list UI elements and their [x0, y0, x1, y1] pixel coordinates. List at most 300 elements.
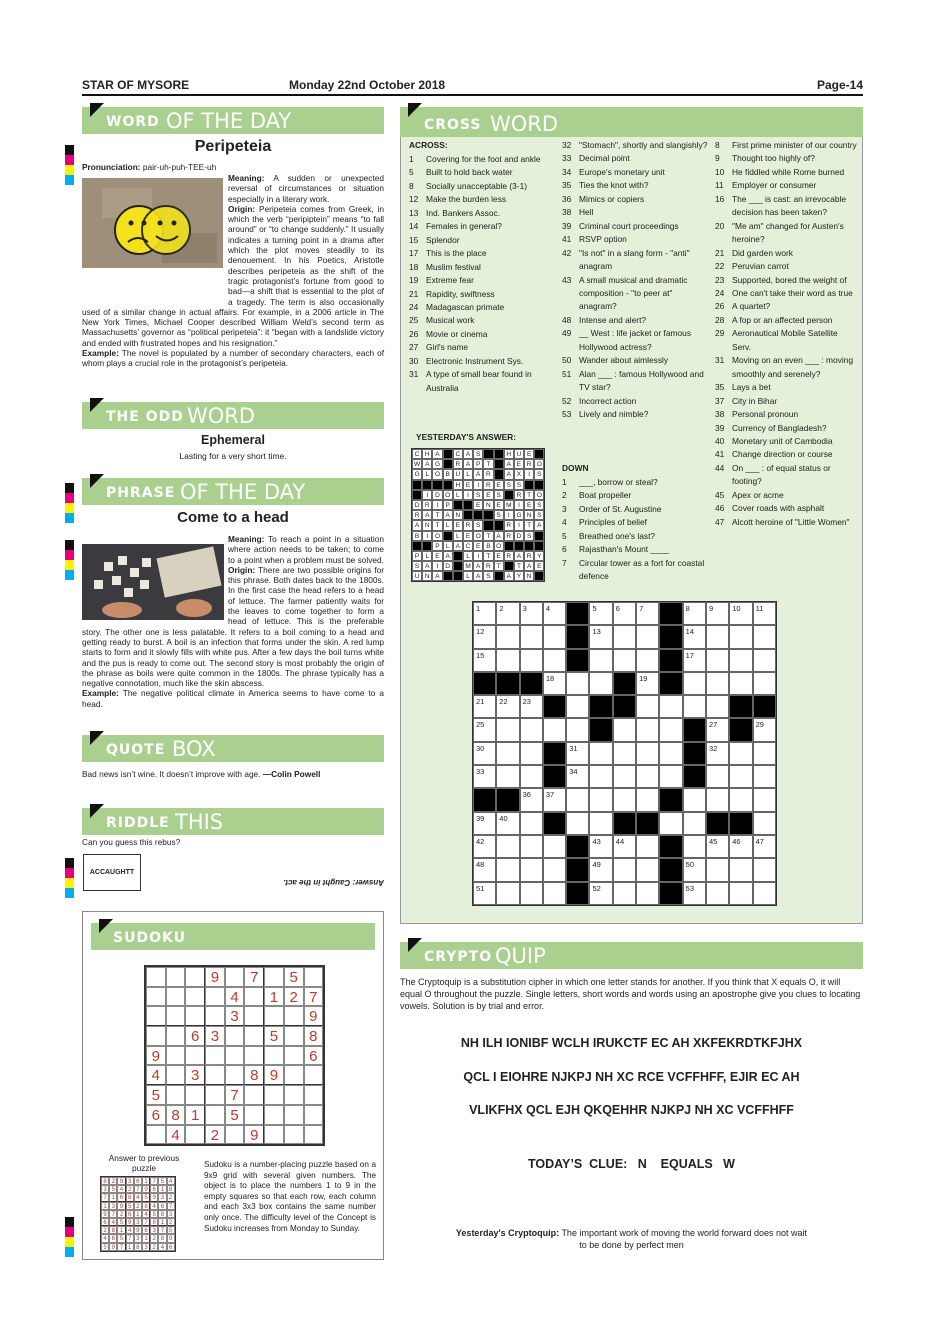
example-text: The novel is populated by a number of secondary characters, each of whom plays a crucial role in the protagonist’s peripeteia. [82, 348, 384, 369]
crossword-cell[interactable] [729, 835, 752, 858]
yesterday-cell [443, 480, 453, 490]
crossword-cell[interactable] [520, 765, 543, 788]
yesterday-cell: S [524, 531, 534, 541]
crossword-cell[interactable] [706, 602, 729, 625]
banner-big: WORD [187, 404, 256, 428]
sudoku-cell[interactable] [225, 967, 245, 987]
crossword-cell[interactable] [683, 812, 706, 835]
sudoku-cell[interactable] [244, 1006, 264, 1026]
sudoku-cell[interactable]: 5 [146, 1085, 166, 1105]
cell-number: 2 [499, 604, 504, 613]
cell-number: 30 [476, 743, 485, 753]
sudoku-cell: 9 [117, 1177, 125, 1185]
crossword-cell[interactable] [706, 742, 729, 765]
sudoku-cell[interactable] [244, 1026, 264, 1046]
clue-number: 7 [562, 557, 567, 568]
crossword-cell[interactable] [729, 858, 752, 881]
sudoku-cell[interactable] [304, 967, 324, 987]
sudoku-cell[interactable]: 3 [185, 1065, 205, 1085]
crossword-cell[interactable] [729, 649, 752, 672]
sudoku-cell[interactable] [185, 987, 205, 1007]
crossword-cell[interactable] [636, 625, 659, 648]
sudoku-cell[interactable] [205, 1006, 225, 1026]
crossword-cell[interactable] [566, 765, 589, 788]
crossword-cell[interactable] [753, 882, 776, 905]
crossword-cell[interactable] [683, 625, 706, 648]
sudoku-cell[interactable]: 9 [205, 967, 225, 987]
clue [409, 207, 557, 220]
yesterday-cell: E [463, 531, 473, 541]
crossword-cell[interactable] [706, 672, 729, 695]
crossword-cell[interactable] [520, 649, 543, 672]
sudoku-cell: 9 [101, 1210, 109, 1218]
sudoku-cell[interactable] [185, 1125, 205, 1145]
cell-number: 50 [685, 860, 695, 870]
crossword-cell[interactable] [473, 765, 496, 788]
sudoku-cell[interactable] [284, 1046, 304, 1066]
crossword-cell[interactable] [613, 649, 636, 672]
cell-number: 39 [476, 813, 485, 823]
yesterday-cell [453, 571, 463, 581]
crossword-cell[interactable] [473, 695, 496, 718]
sudoku-cell[interactable]: 4 [166, 1125, 186, 1145]
sudoku-cell[interactable] [284, 1065, 304, 1085]
sudoku-cell[interactable]: 5 [264, 1026, 284, 1046]
yesterday-cell: E [463, 480, 473, 490]
crossword-cell[interactable] [496, 649, 519, 672]
sudoku-cell[interactable]: 5 [284, 967, 304, 987]
sudoku-cell[interactable] [225, 1046, 245, 1066]
crossword-cell[interactable] [636, 649, 659, 672]
crossword-cell[interactable] [589, 625, 612, 648]
crossword-cell[interactable] [613, 718, 636, 741]
yesterday-cell [453, 561, 463, 571]
sudoku-cell[interactable] [205, 1046, 225, 1066]
crossword-cell[interactable] [683, 858, 706, 881]
clue-text: Alcott heroine of "Little Women" [732, 516, 850, 527]
clue [562, 516, 710, 529]
sudoku-grid[interactable] [144, 965, 325, 1146]
crossword-cell[interactable] [496, 858, 519, 881]
sudoku-cell[interactable] [225, 1065, 245, 1085]
crossword-cell[interactable] [636, 882, 659, 905]
crossword-cell[interactable] [473, 742, 496, 765]
yesterday-cell: S [473, 490, 483, 500]
sudoku-cell[interactable] [264, 1105, 284, 1125]
crossword-cell[interactable] [659, 695, 682, 718]
crossword-cell[interactable] [613, 602, 636, 625]
clue-number: 8 [409, 180, 414, 191]
crossword-cell[interactable] [520, 695, 543, 718]
crossword-cell[interactable] [659, 742, 682, 765]
yesterday-cell [443, 459, 453, 469]
crossword-cell[interactable] [473, 649, 496, 672]
crossword-cell[interactable] [706, 858, 729, 881]
sudoku-cell[interactable] [185, 1006, 205, 1026]
crossword-cell[interactable] [520, 718, 543, 741]
sudoku-cell[interactable]: 9 [264, 1065, 284, 1085]
yesterday-cell: E [473, 541, 483, 551]
sudoku-cell[interactable] [205, 1105, 225, 1125]
yesterday-cell: R [524, 459, 534, 469]
crossword-cell[interactable] [566, 695, 589, 718]
crossword-cell[interactable] [496, 742, 519, 765]
sudoku-cell[interactable] [244, 987, 264, 1007]
crossword-cell[interactable] [496, 882, 519, 905]
crossword-cell[interactable] [589, 742, 612, 765]
crossword-cell[interactable] [613, 765, 636, 788]
crossword-cell[interactable] [543, 882, 566, 905]
yesterday-cell [494, 571, 504, 581]
crossword-cell[interactable] [566, 742, 589, 765]
sudoku-cell[interactable] [166, 1026, 186, 1046]
sudoku-cell[interactable] [304, 1065, 324, 1085]
crossword-cell[interactable] [636, 718, 659, 741]
sudoku-cell[interactable]: 7 [304, 987, 324, 1007]
clue-text: Girl's name [426, 342, 469, 353]
sudoku-cell[interactable]: 1 [264, 987, 284, 1007]
sudoku-cell[interactable] [264, 1006, 284, 1026]
crossword-cell [659, 835, 682, 858]
crossword-grid[interactable] [472, 601, 777, 906]
sudoku-cell[interactable] [304, 1085, 324, 1105]
sudoku-cell[interactable] [225, 1026, 245, 1046]
crossword-cell[interactable] [496, 765, 519, 788]
clue-number: 19 [409, 275, 419, 286]
sudoku-cell[interactable] [205, 1085, 225, 1105]
crossword-cell[interactable] [473, 718, 496, 741]
crossword-cell[interactable] [589, 835, 612, 858]
crossword-cell[interactable] [543, 858, 566, 881]
previous-answer-label: Answer to previous puzzle [108, 1153, 180, 1173]
yesterday-cell: L [453, 531, 463, 541]
crossword-cell[interactable] [706, 649, 729, 672]
cell-number: 40 [499, 813, 508, 823]
sudoku-cell[interactable] [185, 1046, 205, 1066]
sudoku-cell[interactable] [284, 1006, 304, 1026]
crossword-cell[interactable] [496, 625, 519, 648]
sudoku-cell[interactable]: 1 [185, 1105, 205, 1125]
clue-number: 1 [562, 477, 567, 487]
sudoku-cell[interactable]: 6 [146, 1105, 166, 1125]
crossword-cell[interactable] [706, 718, 729, 741]
clue [562, 247, 710, 274]
sudoku-cell[interactable] [304, 1105, 324, 1125]
crossword-cell[interactable] [613, 625, 636, 648]
crossword-cell[interactable] [520, 742, 543, 765]
crossword-cell[interactable] [473, 812, 496, 835]
sudoku-cell[interactable] [244, 1046, 264, 1066]
cell-number: 25 [476, 720, 485, 730]
sudoku-cell: 8 [158, 1234, 166, 1242]
crossword-cell[interactable] [473, 602, 496, 625]
sudoku-cell[interactable] [205, 1065, 225, 1085]
sudoku-cell[interactable] [166, 1085, 186, 1105]
sudoku-cell[interactable] [166, 987, 186, 1007]
crossword-cell[interactable] [566, 672, 589, 695]
yesterday-cell: T [524, 490, 534, 500]
crossword-cell[interactable] [729, 625, 752, 648]
sudoku-cell[interactable] [264, 1125, 284, 1145]
flag-icon [408, 938, 422, 952]
crossword-cell[interactable] [659, 718, 682, 741]
sudoku-cell: 3 [158, 1193, 166, 1201]
sudoku-cell[interactable] [166, 967, 186, 987]
crossword-cell[interactable] [520, 835, 543, 858]
crossword-cell[interactable] [589, 765, 612, 788]
crossword-cell[interactable] [473, 625, 496, 648]
crossword-cell[interactable] [683, 602, 706, 625]
sudoku-cell: 6 [142, 1226, 150, 1234]
crossword-cell[interactable] [706, 765, 729, 788]
cell-number: 36 [522, 790, 531, 800]
cell-number: 8 [685, 604, 690, 613]
crossword-cell[interactable] [706, 835, 729, 858]
sudoku-cell[interactable]: 9 [304, 1006, 324, 1026]
crossword-cell[interactable] [683, 672, 706, 695]
crossword-cell[interactable] [753, 835, 776, 858]
crossword-cell[interactable] [496, 602, 519, 625]
crossword-cell[interactable] [636, 602, 659, 625]
crossword-cell[interactable] [543, 649, 566, 672]
crossword-cell[interactable] [566, 718, 589, 741]
yesterday-cell: I [514, 500, 524, 510]
crossword-cell[interactable] [753, 625, 776, 648]
crossword-cell[interactable] [729, 672, 752, 695]
clue-text: Incorrect action [579, 395, 637, 406]
sudoku-cell[interactable] [264, 1085, 284, 1105]
sudoku-cell[interactable]: 2 [205, 1125, 225, 1145]
crossword-cell[interactable] [589, 788, 612, 811]
crossword-cell[interactable] [520, 812, 543, 835]
crossword-cell[interactable] [659, 765, 682, 788]
sudoku-cell[interactable]: 6 [304, 1046, 324, 1066]
crossword-cell[interactable] [613, 742, 636, 765]
clue-number: 51 [562, 368, 572, 379]
clue-number: 21 [715, 247, 725, 258]
cell-number: 9 [708, 604, 714, 613]
yesterday-cell: H [453, 480, 463, 490]
crossword-cell[interactable] [636, 742, 659, 765]
crossword-cell[interactable] [636, 695, 659, 718]
sudoku-cell: 6 [134, 1177, 142, 1185]
crossword-cell[interactable] [496, 835, 519, 858]
crossword-cell[interactable] [706, 625, 729, 648]
yesterday-cell: T [524, 520, 534, 530]
crossword-cell[interactable] [613, 882, 636, 905]
sudoku-cell[interactable]: 8 [244, 1065, 264, 1085]
sudoku-cell[interactable] [205, 987, 225, 1007]
sudoku-cell[interactable]: 4 [146, 1065, 166, 1085]
clue [715, 152, 858, 165]
crossword-cell[interactable] [613, 788, 636, 811]
crossword-cell[interactable] [753, 602, 776, 625]
crossword-cell[interactable] [566, 788, 589, 811]
crossword-cell[interactable] [473, 835, 496, 858]
crossword-cell[interactable] [683, 835, 706, 858]
sudoku-cell[interactable] [225, 1125, 245, 1145]
crossword-cell[interactable] [636, 835, 659, 858]
crossword-cell[interactable] [520, 788, 543, 811]
clue-number: 39 [715, 422, 725, 433]
sudoku-cell[interactable] [146, 1006, 166, 1026]
crossword-cell[interactable] [589, 858, 612, 881]
yesterday-cell: R [514, 490, 524, 500]
crossword-cell[interactable] [659, 812, 682, 835]
sudoku-cell[interactable] [146, 1125, 166, 1145]
sudoku-cell[interactable] [244, 1105, 264, 1125]
crossword-cell[interactable] [520, 858, 543, 881]
crossword-cell[interactable] [520, 625, 543, 648]
sudoku-cell[interactable] [304, 1125, 324, 1145]
crossword-cell[interactable] [496, 812, 519, 835]
sudoku-cell[interactable] [185, 1085, 205, 1105]
crossword-cell[interactable] [753, 649, 776, 672]
sudoku-cell[interactable] [185, 967, 205, 987]
crossword-cell[interactable] [543, 718, 566, 741]
sudoku-cell[interactable]: 3 [205, 1026, 225, 1046]
sudoku-cell[interactable] [284, 1026, 304, 1046]
crossword-cell[interactable] [753, 672, 776, 695]
crossword-cell[interactable] [706, 788, 729, 811]
crossword-cell[interactable] [636, 858, 659, 881]
crossword-cell[interactable] [496, 695, 519, 718]
crossword-cell[interactable] [683, 788, 706, 811]
sudoku-cell: 4 [101, 1234, 109, 1242]
yesterday-cq-label: Yesterday's Cryptoquip: [455, 1228, 560, 1238]
crossword-cell[interactable] [636, 672, 659, 695]
crossword-cell[interactable] [753, 858, 776, 881]
sudoku-cell[interactable]: 2 [284, 987, 304, 1007]
crossword-cell[interactable] [613, 835, 636, 858]
clue [409, 261, 557, 274]
crossword-cell[interactable] [753, 718, 776, 741]
yesterday-cell: O [473, 531, 483, 541]
crossword-cell[interactable] [683, 695, 706, 718]
sudoku-cell[interactable]: 7 [225, 1085, 245, 1105]
clue-number: 20 [715, 220, 725, 231]
clue-number: 42 [562, 247, 572, 258]
crossword-cell[interactable] [729, 788, 752, 811]
sudoku-cell[interactable] [264, 1046, 284, 1066]
flag-icon [90, 103, 104, 117]
sudoku-cell[interactable] [166, 1046, 186, 1066]
crossword-cell[interactable] [589, 672, 612, 695]
crossword-cell[interactable] [706, 882, 729, 905]
yesterday-cell: O [494, 541, 504, 551]
cell-number: 27 [708, 720, 718, 730]
sudoku-cell[interactable]: 9 [244, 1125, 264, 1145]
sudoku-cell[interactable] [146, 967, 166, 987]
crossword-cell[interactable] [706, 695, 729, 718]
clue-text: Thought too highly of? [732, 153, 815, 164]
crossword-cell[interactable] [543, 625, 566, 648]
crossword-cell[interactable] [729, 602, 752, 625]
crossword-cell[interactable] [520, 602, 543, 625]
crossword-cell[interactable] [566, 812, 589, 835]
sudoku-cell: 8 [134, 1243, 142, 1251]
sudoku-cell[interactable] [166, 1065, 186, 1085]
sudoku-cell[interactable] [284, 1105, 304, 1125]
sudoku-cell[interactable]: 8 [304, 1026, 324, 1046]
clue-text: Peruvian carrot [732, 261, 789, 272]
sudoku-cell[interactable] [264, 967, 284, 987]
crossword-cell [543, 695, 566, 718]
flag-icon [90, 474, 104, 488]
crossword-cell[interactable] [589, 602, 612, 625]
sudoku-cell[interactable]: 7 [244, 967, 264, 987]
origin-label: Origin: [228, 564, 256, 575]
sudoku-cell[interactable]: 3 [225, 1006, 245, 1026]
sudoku-cell[interactable]: 9 [146, 1046, 166, 1066]
crossword-cell[interactable] [543, 788, 566, 811]
crossword-cell[interactable] [589, 882, 612, 905]
cell-number: 43 [592, 836, 601, 846]
sudoku-cell[interactable]: 8 [166, 1105, 186, 1125]
crossword-cell[interactable] [636, 788, 659, 811]
origin-label: Origin: [228, 203, 256, 214]
sudoku-cell[interactable] [146, 1026, 166, 1046]
crossword-cell[interactable] [753, 765, 776, 788]
sudoku-cell[interactable] [146, 987, 166, 1007]
yesterday-cell: E [494, 500, 504, 510]
crossword-cell[interactable] [683, 882, 706, 905]
crossword-cell [566, 858, 589, 881]
crossword-cell[interactable] [613, 858, 636, 881]
sudoku-cell[interactable] [284, 1125, 304, 1145]
crossword-cell[interactable] [520, 882, 543, 905]
crossword-cell[interactable] [473, 882, 496, 905]
yesterday-cell: I [432, 500, 442, 510]
crossword-cell[interactable] [589, 649, 612, 672]
crossword-cell[interactable] [753, 742, 776, 765]
crossword-cell [543, 812, 566, 835]
clue-number: 53 [562, 409, 572, 420]
crossword-cell[interactable] [729, 882, 752, 905]
clue [409, 328, 557, 341]
crossword-cell[interactable] [543, 602, 566, 625]
crossword-cell[interactable] [683, 649, 706, 672]
clue-number: 24 [715, 287, 725, 298]
sudoku-cell[interactable]: 4 [225, 987, 245, 1007]
crossword-cell[interactable] [543, 835, 566, 858]
clue [562, 314, 710, 327]
clue-number: 26 [715, 301, 725, 312]
sudoku-cell[interactable]: 6 [185, 1026, 205, 1046]
clue [562, 327, 710, 354]
sudoku-cell: 7 [101, 1193, 109, 1201]
sudoku-cell[interactable] [284, 1085, 304, 1105]
crossword-cell[interactable] [543, 672, 566, 695]
sudoku-cell[interactable] [166, 1006, 186, 1026]
crossword-cell[interactable] [729, 765, 752, 788]
crossword-cell[interactable] [589, 812, 612, 835]
yesterday-cell: A [514, 551, 524, 561]
crossword-cell[interactable] [729, 742, 752, 765]
crossword-cell[interactable] [753, 812, 776, 835]
clue-text: Make the burden less [426, 194, 507, 205]
crossword-cell[interactable] [636, 765, 659, 788]
sudoku-cell[interactable] [244, 1085, 264, 1105]
clue-number: 2 [562, 490, 567, 501]
sudoku-cell: 4 [126, 1226, 134, 1234]
sudoku-cell[interactable]: 5 [225, 1105, 245, 1125]
crossword-cell[interactable] [473, 858, 496, 881]
sudoku-cell: 5 [101, 1243, 109, 1251]
crossword-cell[interactable] [496, 718, 519, 741]
crossword-cell[interactable] [753, 788, 776, 811]
riddle-prompt: Can you guess this rebus? [82, 837, 181, 847]
